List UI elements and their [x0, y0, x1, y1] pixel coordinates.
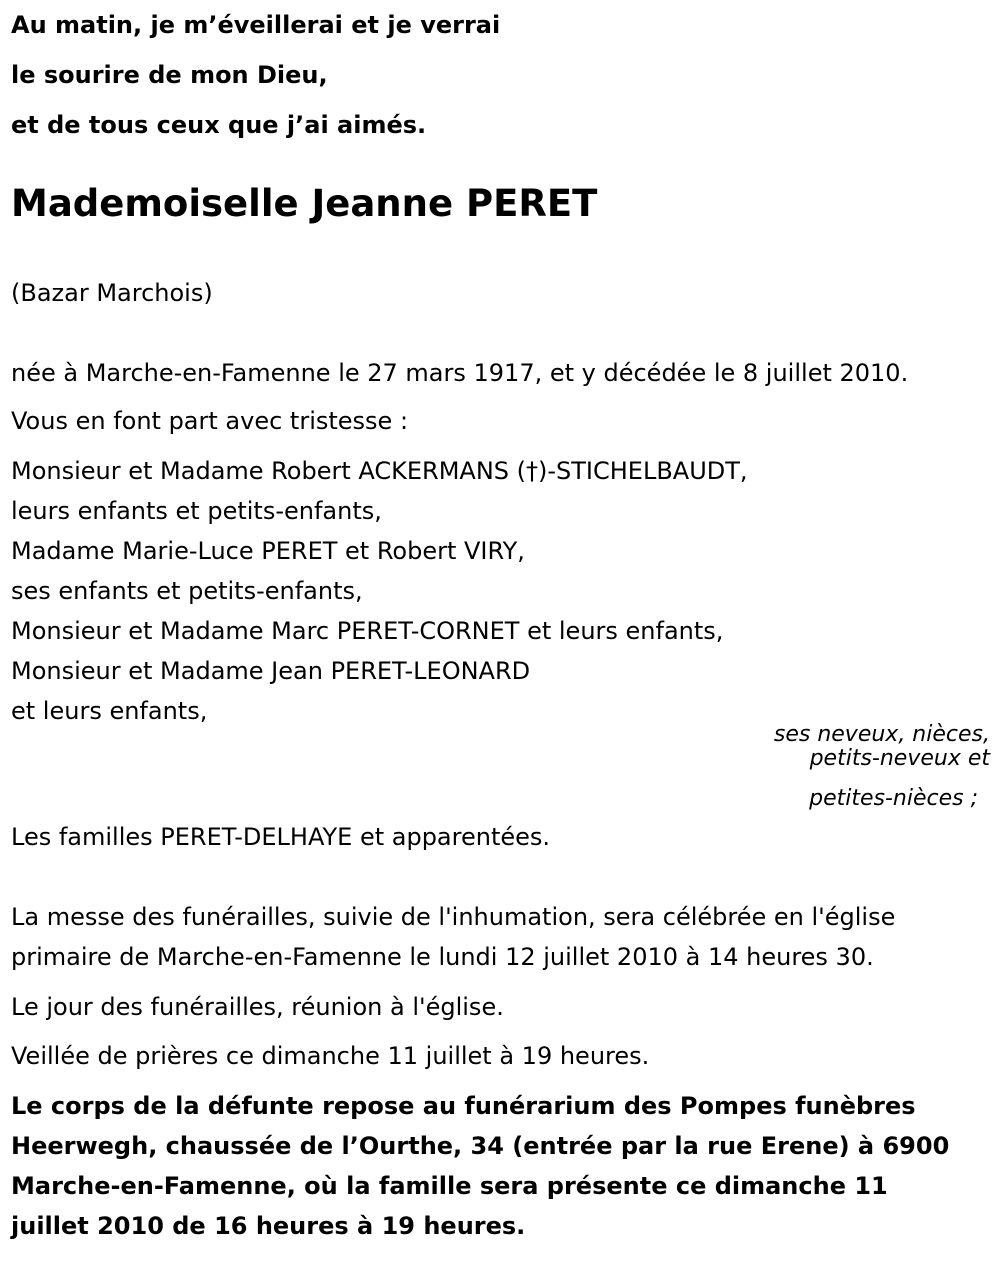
- vigil-line: Veillée de prières ce dimanche 11 juillet à 19 heures.: [11, 1042, 650, 1070]
- families-line: Les familles PERET-DELHAYE et apparentées.: [11, 823, 551, 851]
- mass-line: La messe des funérailles, suivie de l'inhumation, sera célébrée en l'église: [11, 903, 896, 931]
- family-line: leurs enfants et petits-enfants,: [11, 497, 382, 525]
- mass-line: primaire de Marche-en-Famenne le lundi 12 juillet 2010 à 14 heures 30.: [11, 943, 874, 971]
- family-line: Monsieur et Madame Marc PERET-CORNET et leurs enfants,: [11, 617, 724, 645]
- family-line: Monsieur et Madame Robert ACKERMANS (†)-STICHELBAUDT,: [11, 457, 748, 485]
- funerarium-line: Heerwegh, chaussée de l’Ourthe, 34 (entrée par la rue Erene) à 6900: [11, 1132, 950, 1160]
- relatives-line: petits-neveux et: [809, 746, 990, 771]
- family-line: et leurs enfants,: [11, 697, 208, 725]
- relatives-line: petites-nièces ;: [809, 786, 978, 811]
- family-line: ses enfants et petits-enfants,: [11, 577, 363, 605]
- funerarium-line: Le corps de la défunte repose au funérarium des Pompes funèbres: [11, 1092, 916, 1120]
- announcement-line: Vous en font part avec tristesse :: [11, 407, 409, 435]
- funerarium-line: juillet 2010 de 16 heures à 19 heures.: [11, 1212, 526, 1240]
- family-line: Madame Marie-Luce PERET et Robert VIRY,: [11, 537, 525, 565]
- epigraph-line: Au matin, je m’éveillerai et je verrai: [11, 11, 501, 39]
- deceased-name: Mademoiselle Jeanne PERET: [11, 182, 598, 225]
- alias: (Bazar Marchois): [11, 279, 213, 307]
- epigraph-line: et de tous ceux que j’ai aimés.: [11, 111, 427, 139]
- birth-death-line: née à Marche-en-Famenne le 27 mars 1917, et y décédée le 8 juillet 2010.: [11, 359, 909, 387]
- epigraph-line: le sourire de mon Dieu,: [11, 61, 328, 89]
- family-line: Monsieur et Madame Jean PERET-LEONARD: [11, 657, 531, 685]
- relatives-line: ses neveux, nièces,: [773, 722, 990, 747]
- meeting-line: Le jour des funérailles, réunion à l'église.: [11, 993, 504, 1021]
- funerarium-line: Marche-en-Famenne, où la famille sera présente ce dimanche 11: [11, 1172, 888, 1200]
